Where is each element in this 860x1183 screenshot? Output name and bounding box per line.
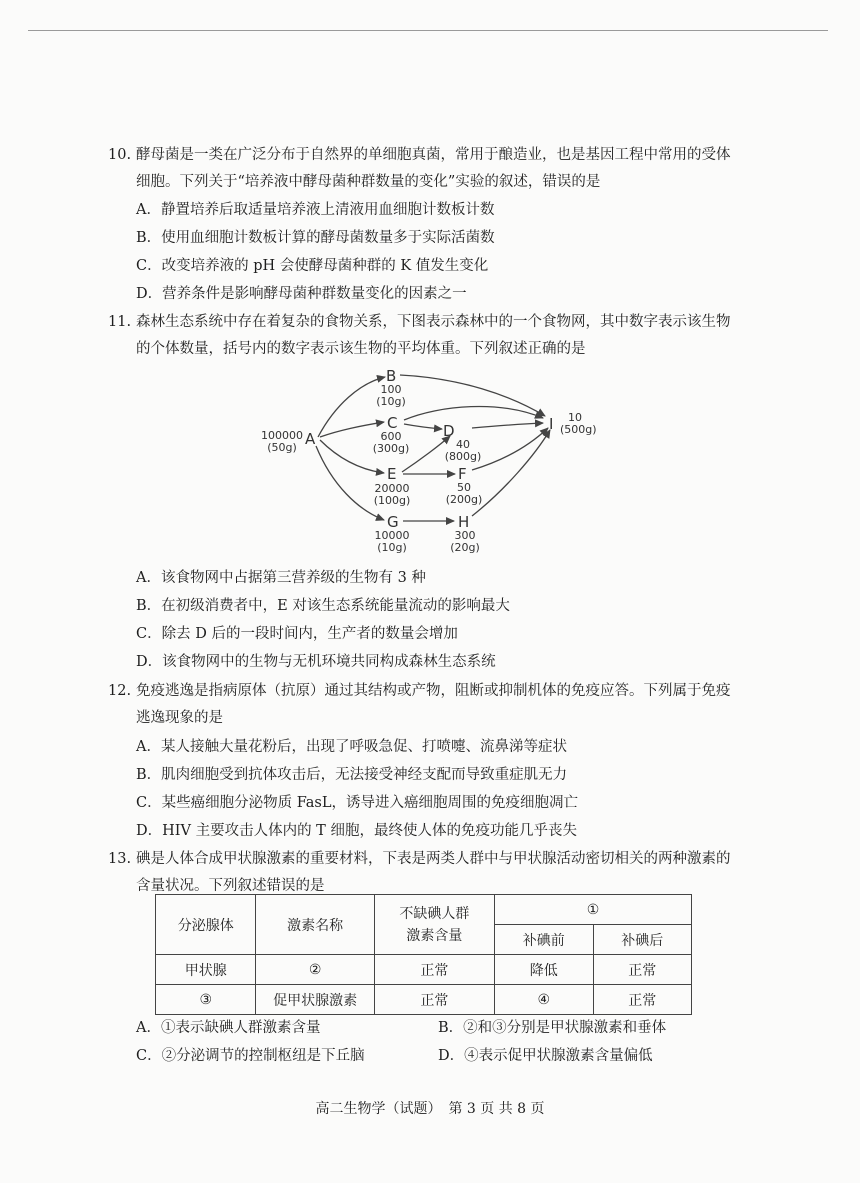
node-b-count: 100 xyxy=(380,383,402,396)
cell-normal: 正常 xyxy=(374,955,494,985)
th-after: 补碘后 xyxy=(593,925,691,955)
q12-option-c: C．某些癌细胞分泌物质 FasL，诱导进入癌细胞周围的免疫细胞凋亡 xyxy=(136,795,578,811)
node-c-count: 600 xyxy=(380,430,402,443)
q11-option-c: C．除去 D 后的一段时间内，生产者的数量会增加 xyxy=(136,626,458,642)
hormone-table xyxy=(155,894,692,1015)
node-c-weight: (300g) xyxy=(372,442,410,455)
node-g-letter: G xyxy=(387,513,399,531)
q10-option-d: D．营养条件是影响酵母菌种群数量变化的因素之一 xyxy=(136,286,467,302)
q10-stem-line1: 酵母菌是一类在广泛分布于自然界的单细胞真菌，常用于酿造业，也是基因工程中常用的受体 xyxy=(136,147,731,163)
node-g-count: 10000 xyxy=(374,529,410,542)
q10-option-b: B．使用血细胞计数板计算的酵母菌数量多于实际活菌数 xyxy=(136,230,495,246)
q13-stem-line1: 碘是人体合成甲状腺激素的重要材料，下表是两类人群中与甲状腺活动密切相关的两种激素的 xyxy=(136,851,731,867)
q11-option-a: A．该食物网中占据第三营养级的生物有 3 种 xyxy=(136,570,426,586)
node-f-weight: (200g) xyxy=(445,493,483,506)
cell-normal: 正常 xyxy=(374,985,494,1015)
cell-before: 降低 xyxy=(495,955,593,985)
cell-after: 正常 xyxy=(593,955,691,985)
edge-c-i xyxy=(404,406,543,420)
q12-option-d: D．HIV 主要攻击人体内的 T 细胞，最终使人体的免疫功能几乎丧失 xyxy=(136,823,577,839)
node-f-count: 50 xyxy=(457,481,471,494)
edge-b-i xyxy=(400,375,545,416)
cell-gland: 甲状腺 xyxy=(156,955,256,985)
node-i-weight: (500g) xyxy=(560,423,597,436)
q10-number: 10. xyxy=(108,147,132,163)
th-normal-line1: 不缺碘人群 xyxy=(399,905,470,922)
th-normal xyxy=(374,895,494,955)
q12-option-a: A．某人接触大量花粉后，出现了呼吸急促、打喷嚏、流鼻涕等症状 xyxy=(136,739,567,755)
cell-before: ④ xyxy=(495,985,593,1015)
q10-option-c: C．改变培养液的 pH 会使酵母菌种群的 K 值发生变化 xyxy=(136,258,489,274)
q13-option-c: C．②分泌调节的控制枢纽是下丘脑 xyxy=(136,1048,365,1064)
edge-d-i xyxy=(472,423,543,428)
food-web-diagram xyxy=(0,0,860,560)
node-f-letter: F xyxy=(458,465,467,483)
node-h-weight: (20g) xyxy=(450,541,480,554)
th-normal-line2: 激素含量 xyxy=(406,927,463,944)
node-d-letter: D xyxy=(443,422,455,440)
node-d-count: 40 xyxy=(456,438,470,451)
q11-option-b: B．在初级消费者中，E 对该生态系统能量流动的影响最大 xyxy=(136,598,510,614)
edge-h-i xyxy=(472,430,550,516)
q11-stem-line2: 的个体数量，括号内的数字表示该生物的平均体重。下列叙述正确的是 xyxy=(136,341,586,357)
th-before: 补碘前 xyxy=(495,925,593,955)
q12-stem-line2: 逃逸现象的是 xyxy=(136,710,223,726)
q13-stem-line2: 含量状况。下列叙述错误的是 xyxy=(136,878,325,894)
node-b-weight: (10g) xyxy=(376,395,406,408)
q13-number: 13. xyxy=(108,851,132,867)
q12-option-b: B．肌肉细胞受到抗体攻击后，无法接受神经支配而导致重症肌无力 xyxy=(136,767,568,783)
q11-stem-line1: 森林生态系统中存在着复杂的食物关系，下图表示森林中的一个食物网，其中数字表示该生物 xyxy=(136,314,731,330)
table-row xyxy=(156,985,692,1015)
q13-option-b: B．②和③分别是甲状腺激素和垂体 xyxy=(438,1020,667,1036)
edge-c-d xyxy=(404,424,442,429)
node-i-count: 10 xyxy=(568,411,582,424)
node-e-count: 20000 xyxy=(374,482,410,495)
node-e-weight: (100g) xyxy=(373,494,411,507)
node-g-weight: (10g) xyxy=(377,541,407,554)
node-a-count: 100000 xyxy=(261,429,303,442)
cell-hormone: ② xyxy=(256,955,374,985)
q13-option-a: A．①表示缺碘人群激素含量 xyxy=(136,1020,321,1036)
table-row xyxy=(156,955,692,985)
node-a-letter: A xyxy=(305,430,316,448)
q12-stem-line1: 免疫逃逸是指病原体（抗原）通过其结构或产物，阻断或抑制机体的免疫应答。下列属于免疫 xyxy=(136,683,731,699)
th-group: ① xyxy=(495,895,692,925)
q13-option-d: D．④表示促甲状腺激素含量偏低 xyxy=(438,1048,653,1064)
cell-hormone: 促甲状腺激素 xyxy=(256,985,374,1015)
q12-number: 12. xyxy=(108,683,132,699)
node-b-letter: B xyxy=(386,367,397,385)
cell-after: 正常 xyxy=(593,985,691,1015)
node-a-weight: (50g) xyxy=(267,441,297,454)
node-d-weight: (800g) xyxy=(444,450,482,463)
q11-number: 11. xyxy=(108,314,132,330)
th-gland: 分泌腺体 xyxy=(156,895,256,955)
cell-gland: ③ xyxy=(156,985,256,1015)
th-hormone: 激素名称 xyxy=(256,895,374,955)
q11-option-d: D．该食物网中的生物与无机环境共同构成森林生态系统 xyxy=(136,654,496,670)
q10-stem-line2: 细胞。下列关于“培养液中酵母菌种群数量的变化”实验的叙述，错误的是 xyxy=(136,174,601,190)
q10-option-a: A．静置培养后取适量培养液上清液用血细胞计数板计数 xyxy=(136,202,495,218)
edge-a-c xyxy=(320,422,384,437)
node-c-letter: C xyxy=(387,414,398,432)
node-i-letter: I xyxy=(549,415,554,433)
node-h-count: 300 xyxy=(454,529,476,542)
node-e-letter: E xyxy=(387,465,397,483)
node-h-letter: H xyxy=(458,513,470,531)
page-footer: 高二生物学（试题） 第 3 页 共 8 页 xyxy=(315,1101,545,1117)
